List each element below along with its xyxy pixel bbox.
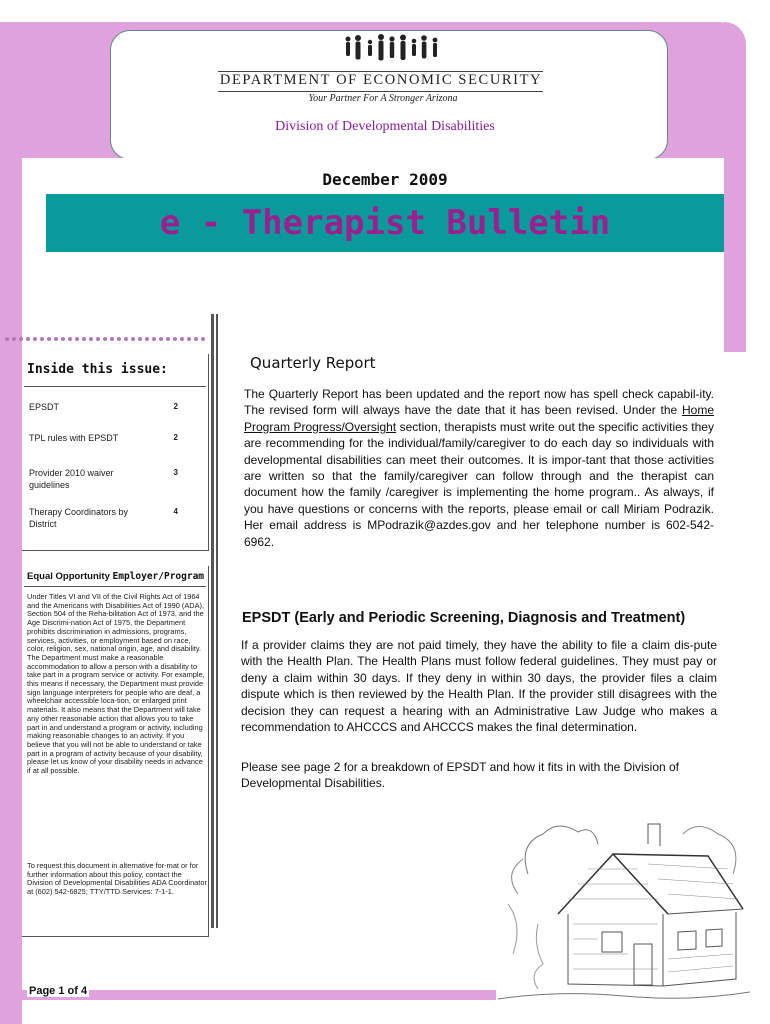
footer-pink-band (22, 990, 496, 1000)
toc-rule (24, 386, 206, 387)
quarterly-text: The Quarterly Report has been updated and the report now has spell check capabil-ity. The revised form will always have the date that it has been revised. Under the (244, 387, 714, 418)
dotted-divider (4, 336, 209, 342)
house-sketch-illustration (498, 814, 750, 1010)
department-tagline: Your Partner For A Stronger Arizona (308, 93, 458, 104)
epsdt-body: If a provider claims they are not paid timely, they have the ability to file a claim dis-pute with the Health Plan. The Health Plans must follow federal guidelines. They must pay or deny a claim within 30 days. If they deny in within 30 days, the provider files a claim dispute which is then reviewed by the Health Plan. If the provider still disagrees with the decision they can request a hearing with an Administrative Law Judge who makes a recommendation to AHCCCS and AHCCCS makes the final determination. (241, 638, 717, 735)
epsdt-heading: EPSDT (Early and Periodic Screening, Diagnosis and Treatment) (242, 610, 686, 626)
bulletin-title: e - Therapist Bulletin (159, 203, 611, 243)
quarterly-text: section, therapists must write out the specific activities they are recommending for the individual/family/caregiver to do each day so individuals with developmental disabilities can meet their outcomes. It is impor-tant that those activities are written so that the family/caregiver can follow through and the therapist can document how the family /caregiver is implementing the home program.. As always, if you have questions or concerns with the reports, please email or call Miriam Podrazik. Her email address is MPodrazik@azdes.gov and her telephone number is 602-542-6962. (244, 419, 714, 549)
toc-item-page: 2 (173, 433, 178, 442)
epsdt-see-page: Please see page 2 for a breakdown of EPSDT and how it fits in with the Division of Developmental Disabilities. (241, 760, 680, 791)
toc-item-label[interactable]: Therapy Coordinators by District (29, 507, 129, 529)
equal-opportunity-text: Under Titles VI and VII of the Civil Rights Act of 1964 and the Americans with Disabilities Act of 1990 (ADA), Section 504 of the Reha-bilitation Act of 1973, and the Age Discrimi-nation Act of 1975, the Department prohibits discrimination in admissions, programs, services, activities, or employment based on race, color, religion, sex, national origin, age, and disability. The Department must make a reasonable accommodation to allow a person with a disability to take part in a program service or activity. For example, this means if necessary, the Department must provide sign language interpreters for people who are deaf, a wheelchair accessible loca-tion, or enlarged print materials. It also means that the Department will take any other reasonable action that allows you to take part in and understand a program or activity, including making reasonable changes to an activity. If you believe that you will not be able to understand or take part in a program of activity because of your disability, please let us know of your disability needs in advance if at all possible. (27, 592, 205, 776)
family-silhouette-logo (342, 34, 442, 66)
issue-date: December 2009 (322, 170, 448, 189)
toc-item-label[interactable]: EPSDT (29, 402, 60, 412)
toc-item-page: 3 (173, 468, 178, 477)
toc-item-page: 2 (173, 402, 178, 411)
right-pink-margin (724, 22, 746, 252)
inside-issue-title: Inside this issue: (27, 362, 168, 377)
department-rule-bottom (218, 91, 543, 92)
toc-item-page: 4 (173, 507, 178, 516)
eoe-rule (24, 586, 206, 587)
department-name: DEPARTMENT OF ECONOMIC SECURITY (219, 72, 543, 88)
column-divider (216, 314, 218, 928)
toc-item-label[interactable]: Provider 2010 waiver guidelines (29, 468, 114, 490)
alternative-format-text: To request this document in alternative for-mat or for further information about this policy, contact the Division of Developmental Disabilities ADA Coordinator at (602) 542-6825; TTY/TTD Services: 7-1-1. (27, 861, 207, 897)
quarterly-report-heading: Quarterly Report (250, 354, 376, 372)
left-pink-margin (0, 22, 22, 1024)
eoe-title-part: Equal Opportunity (27, 571, 113, 582)
division-name: Division of Developmental Disabilities (275, 119, 495, 134)
equal-opportunity-title (27, 571, 204, 582)
eoe-title-part: Employer/Program (112, 571, 205, 582)
column-divider (211, 314, 214, 928)
page-number: Page 1 of 4 (29, 985, 88, 997)
toc-item-label[interactable]: TPL rules with EPSDT (29, 433, 119, 443)
quarterly-report-body (244, 386, 714, 550)
home-program-link[interactable]: Home Program Progress/Oversight (244, 403, 714, 434)
